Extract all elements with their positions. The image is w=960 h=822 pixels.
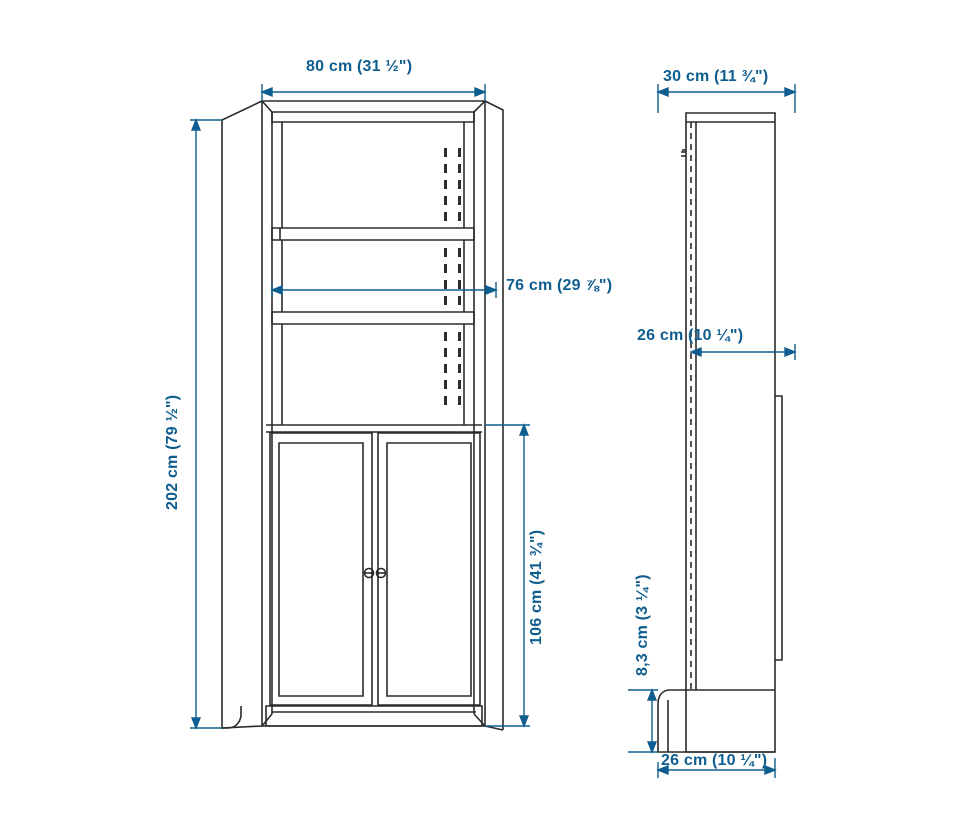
front-view-body (222, 101, 503, 730)
dimension-side-depth-inner: 26 cm (10 ¼") (637, 327, 744, 344)
dimension-plinth-height: 8,3 cm (3 ¼") (634, 574, 651, 676)
dimension-side-depth-top: 30 cm (11 ¾") (663, 68, 769, 85)
dimension-door-height: 106 cm (41 ¾") (528, 529, 545, 645)
dimension-side-depth-bottom: 26 cm (10 ¼") (661, 752, 768, 769)
side-view-body (658, 113, 782, 752)
dimension-front-height: 202 cm (79 ½") (164, 394, 181, 510)
dimension-front-width: 80 cm (31 ½") (306, 58, 413, 75)
dimension-shelf-width: 76 cm (29 ⅞") (506, 277, 613, 294)
